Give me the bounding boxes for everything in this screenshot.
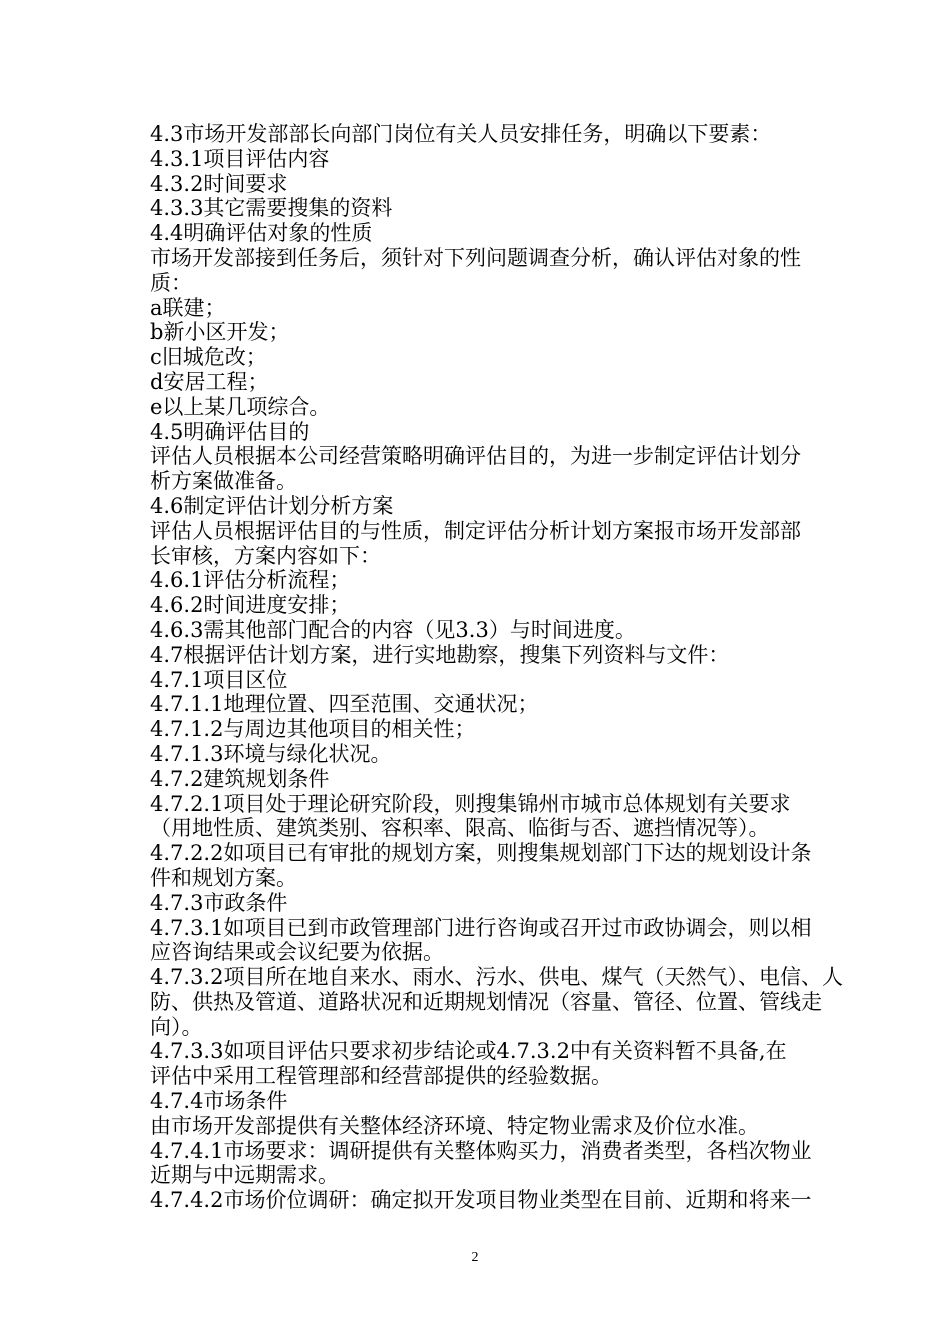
text-line: 4.6.2时间进度安排； (150, 593, 351, 618)
text-line: 4.7.3.1如项目已到市政管理部门进行咨询或召开过市政协调会，则以相 应咨询结果或会议纪要为依据。 (150, 915, 812, 965)
text-line: 4.3.1项目评估内容 (150, 146, 330, 171)
page-number: 2 (471, 1250, 479, 1265)
text-line: 4.4明确评估对象的性质 (150, 221, 373, 246)
text-line: 4.7.3市政条件 (150, 890, 288, 915)
text-line: 4.7.3.3如项目评估只要求初步结论或4.7.3.2中有关资料暂不具备,在 评估中采用工程管理部和经营部提供的经验数据。 (150, 1039, 787, 1089)
text-line: 4.7.3.2项目所在地自来水、雨水、污水、供电、煤气（天然气）、电信、人 防、供热及管道、道路状况和近期规划情况（容量、管径、位置、管线走 向）。 (150, 965, 843, 1039)
text-line: 4.6.3需其他部门配合的内容（见3.3）与时间进度。 (150, 617, 636, 642)
text-line: d安居工程； (150, 369, 269, 394)
text-line: 市场开发部接到任务后，须针对下列问题调查分析，确认评估对象的性 质： (150, 245, 801, 295)
text-line: 4.7.4市场条件 (150, 1089, 288, 1114)
text-line: 4.7.1.3环境与绿化状况。 (150, 741, 392, 766)
text-line: 评估人员根据本公司经营策略明确评估目的，为进一步制定评估计划分 析方案做准备。 (150, 444, 801, 494)
text-line: 由市场开发部提供有关整体经济环境、特定物业需求及价位水准。 (150, 1113, 759, 1138)
text-line: 4.7.2.1项目处于理论研究阶段，则搜集锦州市城市总体规划有关要求 （用地性质、建筑类别、容积率、限高、临街与否、遮挡情况等）。 (150, 791, 791, 841)
text-line: 4.7.4.1市场要求：调研提供有关整体购买力，消费者类型，各档次物业 近期与中远期需求。 (150, 1138, 812, 1188)
text-line: 4.3.2时间要求 (150, 171, 288, 196)
text-line: 4.7.1.2与周边其他项目的相关性； (150, 717, 476, 742)
text-line: 4.3市场开发部部长向部门岗位有关人员安排任务，明确以下要素： (150, 122, 772, 146)
text-line: 评估人员根据评估目的与性质，制定评估分析计划方案报市场开发部部 长审核，方案内容如下： (150, 518, 801, 568)
text-line: c旧城危改； (150, 345, 267, 370)
text-line: 4.7.2建筑规划条件 (150, 766, 330, 791)
body-text (150, 122, 860, 1213)
text-line: b新小区开发； (150, 320, 290, 345)
text-line: 4.3.3其它需要搜集的资料 (150, 196, 393, 221)
text-line: 4.5明确评估目的 (150, 419, 310, 444)
text-line: 4.6制定评估计划分析方案 (150, 493, 394, 518)
text-line: 4.7.1项目区位 (150, 667, 288, 692)
text-line: 4.7.1.1地理位置、四至范围、交通状况； (150, 692, 539, 717)
text-line: e以上某几项综合。 (150, 394, 331, 419)
text-line: a联建； (150, 295, 226, 320)
text-line: 4.7.4.2市场价位调研：确定拟开发项目物业类型在目前、近期和将来一 (150, 1188, 812, 1213)
text-line: 4.6.1评估分析流程； (150, 568, 351, 593)
text-line: 4.7.2.2如项目已有审批的规划方案，则搜集规划部门下达的规划设计条 件和规划方案。 (150, 841, 812, 890)
text-line: 4.7根据评估计划方案，进行实地勘察，搜集下列资料与文件： (150, 642, 730, 667)
